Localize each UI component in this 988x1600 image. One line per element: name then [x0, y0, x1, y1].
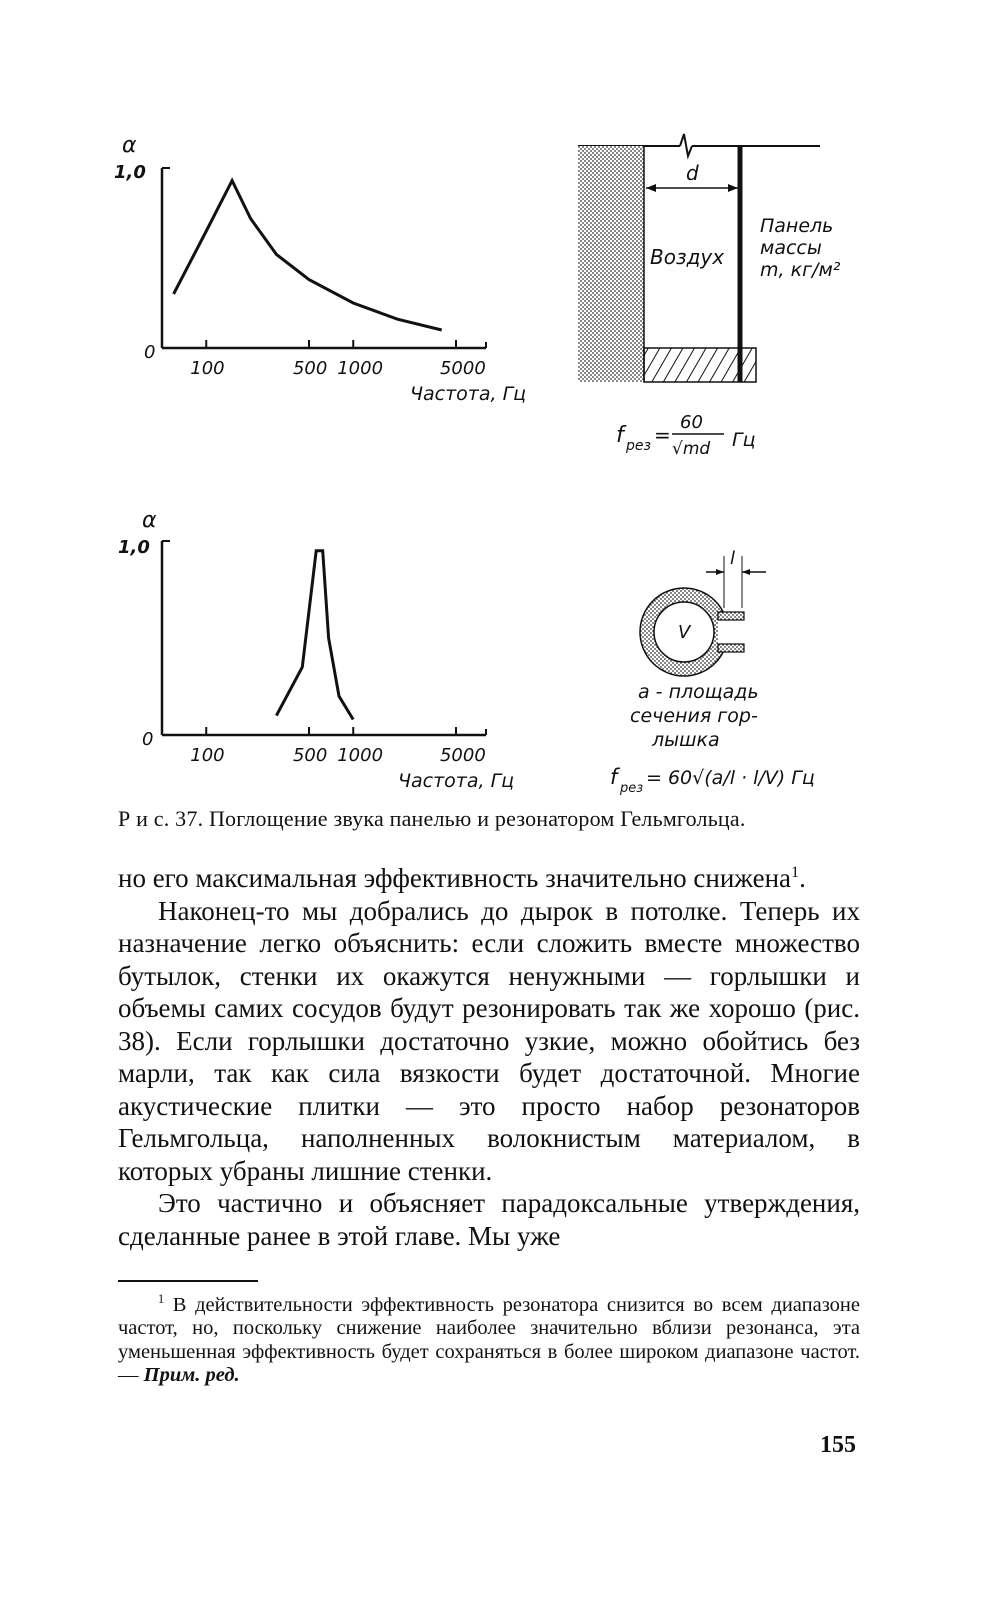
- paragraph-2: Наконец-то мы добрались до дырок в потолке. Теперь их назначение легко объяснить: если сложить вместе множество бутылок, стенки их окажутся ненужными — горлышки и объемы самих сосудов будут резонировать так же хорошо (рис. 38). Если горлышки достаточно узкие, можно обойтись без марли, так как сила вязкости будет достаточной. Многие акустические плитки — это просто набор резонаторов Гельмгольца, наполненных волокнистым материалом, в которых убраны лишние стенки.: [118, 895, 860, 1186]
- x-tick-label: 1000: [337, 358, 384, 379]
- x-tick-label: 100: [190, 358, 225, 379]
- absorption-curve: [174, 181, 442, 330]
- page-number: 155: [820, 1432, 856, 1458]
- svg-text:f: f: [610, 765, 618, 789]
- footnote-rule: [118, 1280, 258, 1282]
- svg-text:лышка: лышка: [652, 729, 720, 751]
- svg-text:=: =: [654, 423, 671, 447]
- svg-text:1,0: 1,0: [118, 537, 150, 558]
- absorption-curve: [276, 551, 353, 720]
- svg-text:α: α: [142, 508, 157, 533]
- formula-den: √md: [672, 439, 711, 459]
- svg-text:рез: рез: [620, 781, 644, 796]
- y-min-label: 0: [144, 342, 156, 363]
- footnote: $^1$ В действительности эффективность резонатора снизится во всем диапазоне частот, но, поскольку снижение наиболее значительно вблизи резонанса, эта уменьшенная эффективность будет сохраняться в более широком диапазоне частот. — Прим. ред.: [118, 1292, 860, 1387]
- d-label: d: [686, 161, 699, 185]
- paragraph-3: Это частично и объясняет парадоксальные утверждения, сделанные ранее в этой главе. Мы уже: [118, 1188, 860, 1251]
- l-label: l: [730, 548, 736, 569]
- y-max-label: 1,0: [114, 162, 146, 183]
- x-tick-label: 1000: [337, 745, 384, 766]
- y-axis-symbol: α: [122, 133, 137, 158]
- base-frame: [644, 348, 756, 382]
- paragraph-1: но его максимальная эффективность значительно снижена$^1$.: [118, 863, 806, 893]
- body-text: [118, 856, 860, 1252]
- panel-label-2: массы: [760, 237, 822, 259]
- x-tick-label: 500: [292, 745, 328, 766]
- x-tick-label: 5000: [439, 745, 486, 766]
- svg-text:= 60√(a/l · l/V) Гц: = 60√(a/l · l/V) Гц: [646, 767, 815, 789]
- air-label: Воздух: [650, 245, 725, 269]
- x-tick-label: 5000: [439, 358, 486, 379]
- formula-unit: Гц: [732, 429, 756, 451]
- resonator-diagram: [590, 548, 870, 798]
- svg-text:a - площадь: a - площадь: [638, 681, 759, 703]
- x-tick-label: 100: [190, 745, 225, 766]
- panel-diagram: [560, 120, 860, 470]
- panel-label-3: m, кг/м²: [760, 259, 841, 281]
- x-tick-label: 500: [292, 358, 328, 379]
- x-axis-label: Частота, Гц: [410, 383, 527, 405]
- formula-f: f: [616, 423, 624, 448]
- v-label: V: [678, 622, 691, 643]
- wall: [578, 146, 644, 382]
- formula-sub: рез: [626, 438, 651, 454]
- svg-text:Частота, Гц: Частота, Гц: [398, 770, 515, 792]
- panel-label-1: Панель: [760, 215, 834, 237]
- svg-text:0: 0: [142, 729, 154, 750]
- resonator-absorption-chart: [100, 505, 540, 795]
- svg-text:сечения гор-: сечения гор-: [630, 705, 758, 727]
- editor-note: Прим. ред.: [143, 1364, 240, 1387]
- formula-num: 60: [680, 412, 703, 433]
- panel-absorption-chart: [100, 130, 540, 410]
- figure-caption: Р и с. 37. Поглощение звука панелью и резонатором Гельмгольца.: [118, 806, 746, 831]
